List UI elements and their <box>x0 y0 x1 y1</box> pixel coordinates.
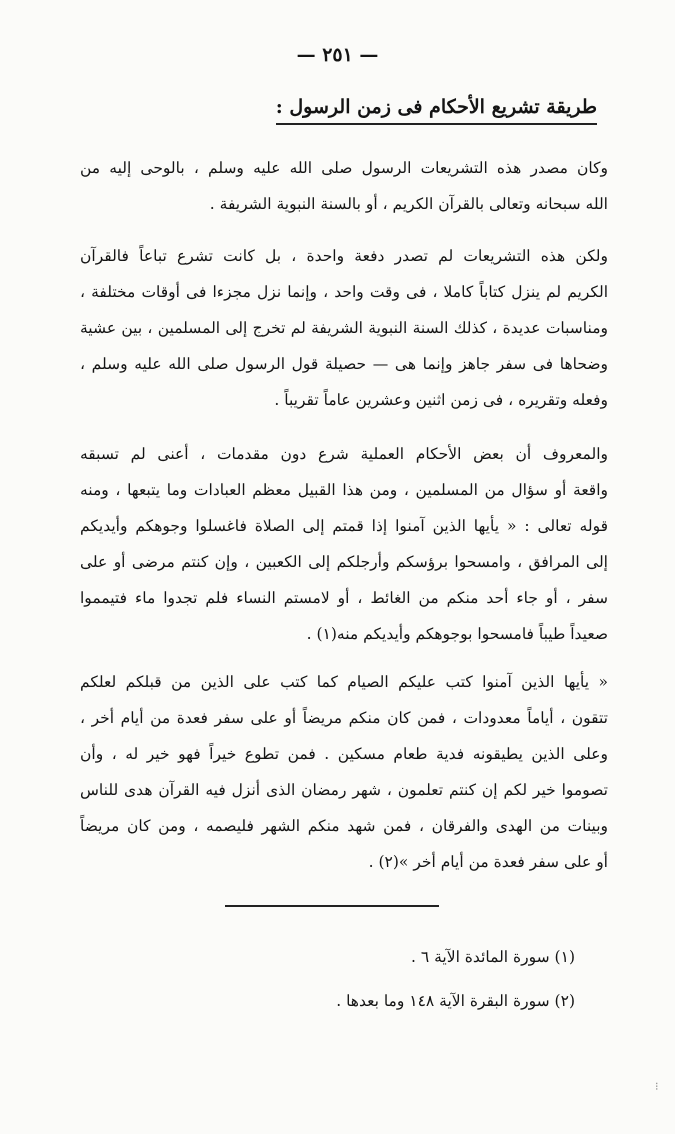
text-line: الكريم لم ينزل كتاباً كاملا ، فى وقت واحد ، وإنما نزل مجزءا فى أوقات مختلفة ، <box>80 283 608 301</box>
text-line: وضحاها فى سفر جاهز وإنما هى — حصيلة قول الرسول صلى الله عليه وسلم ، <box>80 355 608 373</box>
text-line: وفعله وتقريره ، فى زمن اثنين وعشرين عاماً تقريباً . <box>274 391 608 409</box>
text-line: والمعروف أن بعض الأحكام العملية شرع دون مقدمات ، أعنى لم تسبقه <box>80 445 608 463</box>
footnote-divider <box>225 905 439 907</box>
text-line: الله سبحانه وتعالى بالقرآن الكريم ، أو بالسنة النبوية الشريفة . <box>209 195 608 213</box>
paragraph-3 <box>80 436 608 652</box>
text-line: « يأيها الذين آمنوا كتب عليكم الصيام كما كتب على الذين من قبلكم لعلكم <box>80 673 608 691</box>
text-line: واقعة أو سؤال من المسلمين ، ومن هذا القبيل معظم العبادات وما يتبعها ، ومنه <box>80 481 608 499</box>
text-line: ومناسبات عديدة ، كذلك السنة النبوية الشريفة لم تخرج إلى المسلمين ، بين عشية <box>80 319 608 337</box>
section-heading: طريقة تشريع الأحكام فى زمن الرسول : <box>276 96 597 125</box>
text-line: تتقون ، أياماً معدودات ، فمن كان منكم مريضاً أو على سفر فعدة من أيام أخر ، <box>80 709 608 727</box>
text-line: تصوموا خير لكم إن كنتم تعلمون ، شهر رمضان الذى أنزل فيه القرآن هدى للناس <box>80 781 608 799</box>
paragraph-4 <box>80 664 608 880</box>
paragraph-2 <box>80 238 608 418</box>
text-line: وكان مصدر هذه التشريعات الرسول صلى الله عليه وسلم ، بالوحى إليه من <box>80 159 608 177</box>
text-line: صعيداً طيباً فامسحوا بوجوهكم وأيديكم منه(١) . <box>306 625 608 643</box>
text-line: قوله تعالى : « يأيها الذين آمنوا إذا قمتم إلى الصلاة فاغسلوا وجوهكم وأيديكم <box>80 517 608 535</box>
text-line: سفر ، أو جاء أحد منكم من الغائط ، أو لامستم النساء فلم تجدوا ماء فتيمموا <box>80 589 608 607</box>
paragraph-1 <box>80 150 608 222</box>
page-number: — ٢٥١ — <box>296 44 379 66</box>
text-line: أو على سفر فعدة من أيام أخر »(٢) . <box>368 853 608 871</box>
footnote-1: (١) سورة المائدة الآية ٦ . <box>411 948 575 966</box>
text-line: إلى المرافق ، وامسحوا برؤسكم وأرجلكم إلى الكعبين ، وإن كنتم مرضى أو على <box>80 553 608 571</box>
text-line: ولكن هذه التشريعات لم تصدر دفعة واحدة ، بل كانت تشرع تباعاً فالقرآن <box>80 247 608 265</box>
text-line: وعلى الذين يطيقونه فدية طعام مسكين . فمن تطوع خيراً فهو خير له ، وأن <box>80 745 608 763</box>
footnotes-list <box>336 935 575 1023</box>
footnote-2: (٢) سورة البقرة الآية ١٤٨ وما بعدها . <box>336 992 575 1010</box>
page-speck-mark: ⁝ <box>655 1080 659 1093</box>
text-line: وبينات من الهدى والفرقان ، فمن شهد منكم الشهر فليصمه ، ومن كان مريضاً <box>80 817 608 835</box>
